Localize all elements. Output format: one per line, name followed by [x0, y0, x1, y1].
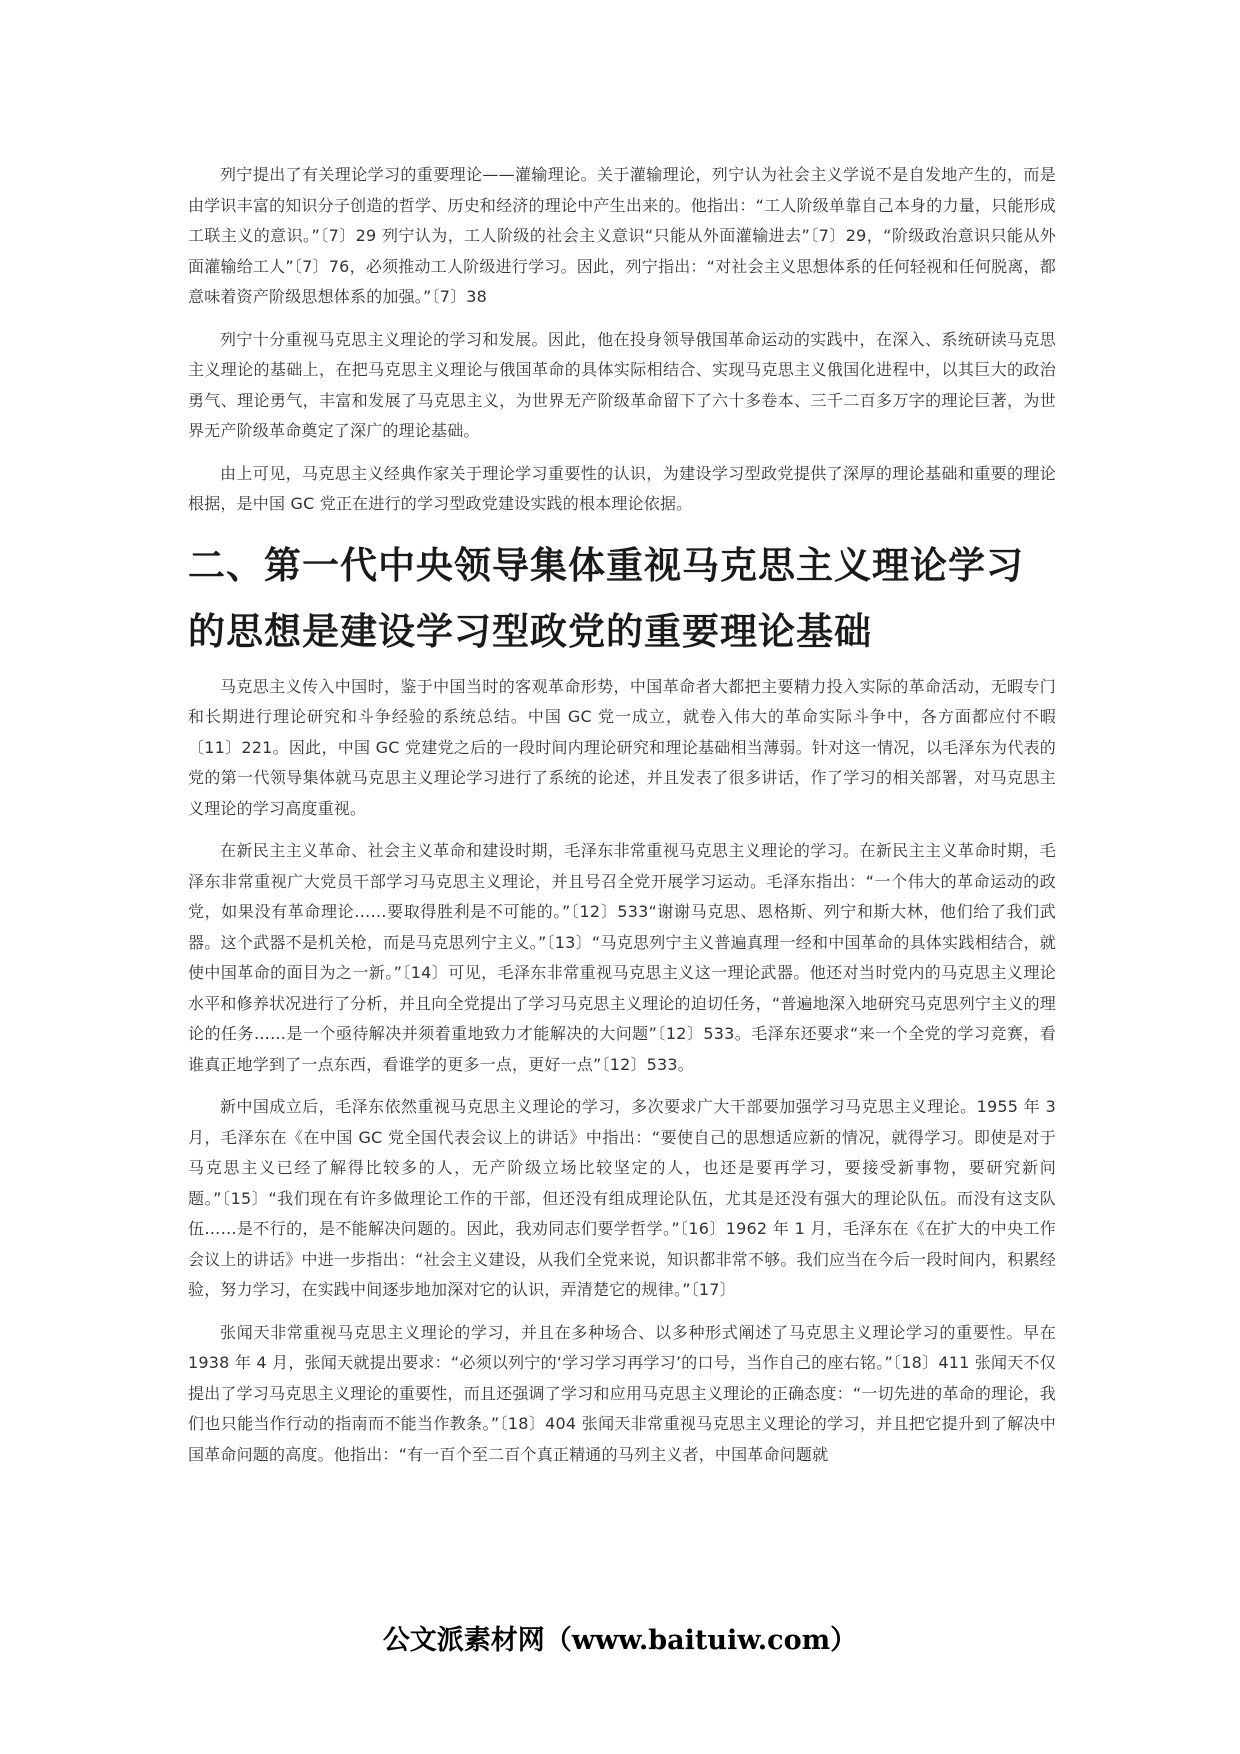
document-body [188, 160, 1056, 1482]
body-paragraph: 张闻天非常重视马克思主义理论的学习，并且在多种场合、以多种形式阐述了马克思主义理论学习的重要性。早在 1938 年 4 月，张闻天就提出要求：“必须以列宁的‘学习学习再学习’的口号，当作自己的座右铭。”〔18〕411 张闻天不仅提出了学习马克思主义理论的重要性，而且还强调了学习和应用马克思主义理论的正确态度：“一切先进的革命的理论，我们也只能当作行动的指南而不能当作教条。”〔18〕404 张闻天非常重视马克思主义理论的学习，并且把它提升到了解决中国革命问题的高度。他指出：“有一百个至二百个真正精通的马列主义者，中国革命问题就 [188, 1322, 1056, 1464]
body-paragraph: 在新民主主义革命、社会主义革命和建设时期，毛泽东非常重视马克思主义理论的学习。在新民主主义革命时期，毛泽东非常重视广大党员干部学习马克思主义理论，并且号召全党开展学习运动。毛泽东指出：“一个伟大的革命运动的政党，如果没有革命理论……要取得胜利是不可能的。”〔12〕533“谢谢马克思、恩格斯、列宁和斯大林，他们给了我们武器。这个武器不是机关枪，而是马克思列宁主义。”〔13〕“马克思列宁主义普遍真理一经和中国革命的具体实践相结合，就使中国革命的面目为之一新。”〔14〕可见，毛泽东非常重视马克思主义这一理论武器。他还对当时党内的马克思主义理论水平和修养状况进行了分析，并且向全党提出了学习马克思主义理论的迫切任务，“普遍地深入地研究马克思列宁主义的理论的任务……是一个亟待解决并须着重地致力才能解决的大问题”〔12〕533。毛泽东还要求“来一个全党的学习竞赛，看谁真正地学到了一点东西，看谁学的更多一点，更好一点”〔12〕533。 [188, 841, 1056, 1074]
section-heading: 二、第一代中央领导集体重视马克思主义理论学习的思想是建设学习型政党的重要理论基础 [188, 542, 1024, 653]
body-paragraph: 马克思主义传入中国时，鉴于中国当时的客观革命形势，中国革命者大都把主要精力投入实际的革命活动，无暇专门和长期进行理论研究和斗争经验的系统总结。中国 GC 党一成立，就卷入伟大的革命实际斗争中，各方面都应付不暇〔11〕221。因此，中国 GC 党建党之后的一段时间内理论研究和理论基础相当薄弱。针对这一情况，以毛泽东为代表的党的第一代领导集体就马克思主义理论学习进行了系统的论述，并且发表了很多讲话，作了学习的相关部署，对马克思主义理论的学习高度重视。 [188, 676, 1056, 818]
body-paragraph: 新中国成立后，毛泽东依然重视马克思主义理论的学习，多次要求广大干部要加强学习马克思主义理论。1955 年 3 月，毛泽东在《在中国 GC 党全国代表会议上的讲话》中指出：“要使自己的思想适应新的情况，就得学习。即使是对于马克思主义已经了解得比较多的人，无产阶级立场比较坚定的人，也还是要再学习，要接受新事物，要研究新问题。”〔15〕“我们现在有许多做理论工作的干部，但还没有组成理论队伍，尤其是还没有强大的理论队伍。而没有这支队伍……是不行的，是不能解决问题的。因此，我劝同志们要学哲学。”〔16〕1962 年 1 月，毛泽东在《在扩大的中央工作会议上的讲话》中进一步指出：“社会主义建设，从我们全党来说，知识都非常不够。我们应当在今后一段时间内，积累经验，努力学习，在实践中间逐步地加深对它的认识，弄清楚它的规律。”〔17〕 [188, 1097, 1056, 1299]
footer-watermark: 公文派素材网（www.baituiw.com） [382, 1625, 858, 1656]
body-paragraph: 列宁十分重视马克思主义理论的学习和发展。因此，他在投身领导俄国革命运动的实践中，在深入、系统研读马克思主义理论的基础上，在把马克思主义理论与俄国革命的具体实际相结合、实现马克思主义俄国化进程中，以其巨大的政治勇气、理论勇气，丰富和发展了马克思主义，为世界无产阶级革命留下了六十多卷本、三千二百多万字的理论巨著，为世界无产阶级革命奠定了深广的理论基础。 [188, 329, 1056, 440]
body-paragraph: 列宁提出了有关理论学习的重要理论——灌输理论。关于灌输理论，列宁认为社会主义学说不是自发地产生的，而是由学识丰富的知识分子创造的哲学、历史和经济的理论中产生出来的。他指出：“工人阶级单靠自己本身的力量，只能形成工联主义的意识。”〔7〕29 列宁认为，工人阶级的社会主义意识“只能从外面灌输进去”〔7〕29，“阶级政治意识只能从外面灌输给工人”〔7〕76，必须推动工人阶级进行学习。因此，列宁指出：“对社会主义思想体系的任何轻视和任何脱离，都意味着资产阶级思想体系的加强。”〔7〕38 [188, 165, 1056, 306]
body-paragraph: 由上可见，马克思主义经典作家关于理论学习重要性的认识，为建设学习型政党提供了深厚的理论基础和重要的理论根据，是中国 GC 党正在进行的学习型政党建设实践的根本理论依据。 [188, 463, 1056, 513]
